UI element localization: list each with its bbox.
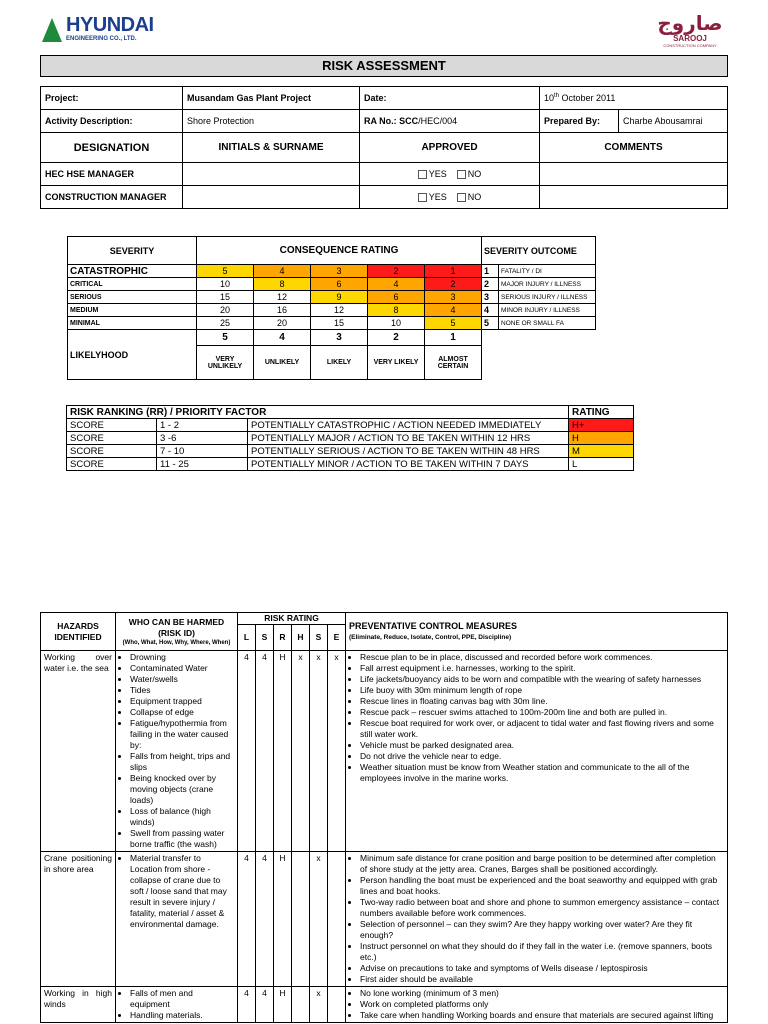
measure-item: • Instruct personnel on what they should do if they fall in the water i.e. (remove spanners, boots etc.) [360,941,724,963]
rating-value [292,987,310,1023]
comments-field[interactable] [540,163,728,186]
rating-cell: 10 [368,317,425,330]
rating-cell: 16 [254,304,311,317]
measure-item: • Weather situation must be know from Weather station and communicate to the all of the employees involve in the marine works. [360,762,724,784]
hyundai-name: HYUNDAI [66,14,154,36]
who-item: • Handling materials. [130,1010,234,1021]
severity-level: CATASTROPHIC [68,265,197,278]
rating-cell: 1 [425,265,482,278]
risk-rating-header: RISK RATING [238,613,346,625]
hazards-table [40,612,728,1023]
severity-level: MEDIUM [68,304,197,317]
rating-value [328,987,346,1023]
project-label: Project: [41,87,183,110]
measures-header: PREVENTATIVE CONTROL MEASURES (Eliminate, Reduce, Isolate, Control, PPE, Discipline) [346,613,728,651]
likelyhood-text: VERY LIKELY [368,346,425,380]
rating-cell: 12 [254,291,311,304]
designation-header: DESIGNATION [41,133,183,163]
rating-value: H [274,852,292,987]
score-label: SCORE [67,458,157,471]
measure-item: • Rescue pack – rescuer swims attached to 100m-200m line and both are pulled in. [360,707,724,718]
measures-cell [346,651,728,852]
outcome-number: 5 [482,317,499,330]
initials-field[interactable] [183,186,360,209]
likelyhood-number: 4 [254,330,311,346]
likelyhood-text: ALMOST CERTAIN [425,346,482,380]
comments-field[interactable] [540,186,728,209]
yes-checkbox[interactable] [418,170,427,179]
rating-col-l: L [238,625,256,651]
sarooj-name: SAROOJ [673,34,707,43]
score-label: SCORE [67,419,157,432]
hyundai-subtitle: ENGINEERING CO., LTD. [66,36,137,42]
who-header: WHO CAN BE HARMED (RISK ID) (Who, What, How, Why, Where, When) [116,613,238,651]
who-item: • Fatigue/hypothermia from failing in the water caused by: [130,718,234,751]
outcome-number: 1 [482,265,499,278]
prepared-label: Prepared By: [540,110,619,133]
no-checkbox[interactable] [457,170,466,179]
who-cell [116,651,238,852]
measure-item: • Rescue boat required for work over, or adjacent to tidal water and fast flowing rivers and some still water work. [360,718,724,740]
rating-cell: 12 [311,304,368,317]
hazard-cell: Crane positioning in shore area [41,852,116,987]
likelyhood-number: 5 [197,330,254,346]
rating-cell: 5 [197,265,254,278]
score-rating: H+ [569,419,634,432]
severity-level: SERIOUS [68,291,197,304]
severity-level: MINIMAL [68,317,197,330]
score-rating: M [569,445,634,458]
who-cell [116,987,238,1023]
score-range: 11 - 25 [157,458,248,471]
measure-item: • Person handling the boat must be experienced and the boat seaworthy and equipped with grab lines and boat hooks. [360,875,724,897]
hazard-cell: Working in high winds [41,987,116,1023]
measure-item: • Selection of personnel – can they swim? Are they happy working over water? Are they fit enough? [360,919,724,941]
measures-cell [346,852,728,987]
rating-cell: 4 [254,265,311,278]
rating-cell: 6 [368,291,425,304]
rating-value: x [328,651,346,852]
score-description: POTENTIALLY MINOR / ACTION TO BE TAKEN WITHIN 7 DAYS [248,458,569,471]
who-item: • Swell from passing water borne traffic (the wash) [130,828,234,850]
who-item: • Loss of balance (high winds) [130,806,234,828]
score-range: 7 - 10 [157,445,248,458]
rating-cell: 8 [254,278,311,291]
rating-value: 4 [238,987,256,1023]
rating-value: H [274,987,292,1023]
score-label: SCORE [67,445,157,458]
rating-cell: 15 [197,291,254,304]
hazard-row [41,651,728,852]
rating-cell: 3 [425,291,482,304]
rating-cell: 15 [311,317,368,330]
approved-choice: YES NO [360,186,540,209]
score-description: POTENTIALLY MAJOR / ACTION TO BE TAKEN WITHIN 12 HRS [248,432,569,445]
project-info-table [40,86,728,209]
sarooj-subtitle: CONSTRUCTION COMPANY [663,43,717,48]
rating-col-e: E [328,625,346,651]
severity-level: CRITICAL [68,278,197,291]
hazards-body [41,651,728,1023]
rating-col-s: S [256,625,274,651]
prepared-value: Charbe Abousamrai [619,110,728,133]
measure-item: • Take care when handling Working boards and ensure that materials are secured against lifting [360,1010,724,1021]
initials-field[interactable] [183,163,360,186]
approved-header: APPROVED [360,133,540,163]
score-description: POTENTIALLY CATASTROPHIC / ACTION NEEDED IMMEDIATELY [248,419,569,432]
no-checkbox[interactable] [457,193,466,202]
rating-cell: 20 [254,317,311,330]
outcome-number: 3 [482,291,499,304]
activity-label: Activity Description: [41,110,183,133]
measure-item: • No lone working (minimum of 3 men) [360,988,724,999]
hazard-row [41,987,728,1023]
who-item: • Falls from height, trips and slips [130,751,234,773]
ra-number: RA No.: SCC/HEC/004 [360,110,540,133]
outcome-number: 2 [482,278,499,291]
who-item: • Water/swells [130,674,234,685]
rating-cell: 9 [311,291,368,304]
score-rating: L [569,458,634,471]
rating-value: 4 [256,651,274,852]
likelyhood-label: LIKELYHOOD [68,330,197,380]
likelyhood-text: UNLIKELY [254,346,311,380]
comments-header: COMMENTS [540,133,728,163]
rating-cell: 6 [311,278,368,291]
severity-matrix [67,236,596,380]
severity-header: SEVERITY [68,237,197,265]
measure-item: • Life buoy with 30m minimum length of rope [360,685,724,696]
ranking-header: RISK RANKING (RR) / PRIORITY FACTOR [67,406,569,419]
measure-item: • Work on completed platforms only [360,999,724,1010]
yes-checkbox[interactable] [418,193,427,202]
rating-header: RATING [569,406,634,419]
rating-value: x [292,651,310,852]
hyundai-triangle-icon [42,18,62,42]
measure-item: • Fall arrest equipment i.e. harnesses, working to the spirit. [360,663,724,674]
sarooj-logo [650,12,730,48]
measure-item: • Do not drive the vehicle near to edge. [360,751,724,762]
rating-cell: 3 [311,265,368,278]
outcome-label: FATALITY / DI [499,265,596,278]
rating-cell: 20 [197,304,254,317]
rating-value: 4 [238,852,256,987]
rating-value: 4 [238,651,256,852]
score-range: 3 -6 [157,432,248,445]
measure-item: • Minimum safe distance for crane position and barge position to be determined after completion of shore study at the jetty area. Cranes, Barges shall be positioned accordingly. [360,853,724,875]
rating-col-h: H [292,625,310,651]
rating-col-s2: S [310,625,328,651]
consequence-header: CONSEQUENCE RATING [197,237,482,265]
project-value: Musandam Gas Plant Project [183,87,360,110]
hazard-row [41,852,728,987]
rating-value [292,852,310,987]
rating-cell: 10 [197,278,254,291]
outcome-number: 4 [482,304,499,317]
rating-cell: 8 [368,304,425,317]
who-item: • Contaminated Water [130,663,234,674]
score-rating: H [569,432,634,445]
score-range: 1 - 2 [157,419,248,432]
designation-row: CONSTRUCTION MANAGER [41,186,183,209]
rating-value: 4 [256,987,274,1023]
hazard-cell: Working over water i.e. the sea [41,651,116,852]
rating-value: H [274,651,292,852]
outcome-label: NONE OR SMALL FA [499,317,596,330]
measure-item: • Rescue lines in floating canvas bag with 30m line. [360,696,724,707]
hazards-header: HAZARDS IDENTIFIED [41,613,116,651]
outcome-header: SEVERITY OUTCOME [482,237,596,265]
who-item: • Material transfer to Location from shore - collapse of crane due to soft / loose sand that may result in severe injury / fatality, material / asset & environmental damage. [130,853,234,930]
rating-cell: 4 [368,278,425,291]
who-item: • Tides [130,685,234,696]
measure-item: • Advise on precautions to take and symptoms of Wells disease / leptospirosis [360,963,724,974]
likelyhood-text: LIKELY [311,346,368,380]
who-item: • Being knocked over by moving objects (crane loads) [130,773,234,806]
measure-item: • Vehicle must be parked designated area. [360,740,724,751]
measure-item: • Rescue plan to be in place, discussed and recorded before work commences. [360,652,724,663]
date-label: Date: [360,87,540,110]
likelyhood-number: 1 [425,330,482,346]
designation-row: HEC HSE MANAGER [41,163,183,186]
rating-value: x [310,651,328,852]
rating-col-r: R [274,625,292,651]
measure-item: • Two-way radio between boat and shore and phone to summon emergency assistance – contact numbers available before work commences. [360,897,724,919]
page-title: RISK ASSESSMENT [40,55,728,77]
date-value: 10th October 2011 [540,87,728,110]
outcome-label: MINOR INJURY / ILLNESS [499,304,596,317]
initials-header: INITIALS & SURNAME [183,133,360,163]
rating-cell: 5 [425,317,482,330]
who-cell [116,852,238,987]
outcome-label: SERIOUS INJURY / ILLNESS [499,291,596,304]
measure-item: • Life jackets/buoyancy aids to be worn and compatible with the wearing of safety harnesses [360,674,724,685]
who-item: • Falls of men and equipment [130,988,234,1010]
measures-cell [346,987,728,1023]
rating-value [328,852,346,987]
rating-cell: 4 [425,304,482,317]
likelyhood-number: 2 [368,330,425,346]
sarooj-arabic-mark: صاروج [657,11,723,35]
rating-cell: 2 [368,265,425,278]
score-label: SCORE [67,432,157,445]
rating-cell: 25 [197,317,254,330]
rating-value: 4 [256,852,274,987]
rating-value: x [310,987,328,1023]
who-item: • Equipment trapped [130,696,234,707]
activity-value: Shore Protection [183,110,360,133]
approved-choice: YES NO [360,163,540,186]
measure-item: • First aider should be available [360,974,724,985]
likelyhood-number: 3 [311,330,368,346]
likelyhood-text: VERY UNLIKELY [197,346,254,380]
hyundai-logo [42,14,162,46]
risk-ranking-table [66,405,634,471]
score-description: POTENTIALLY SERIOUS / ACTION TO BE TAKEN WITHIN 48 HRS [248,445,569,458]
rating-cell: 2 [425,278,482,291]
rating-value: x [310,852,328,987]
who-item: • Drowning [130,652,234,663]
outcome-label: MAJOR INJURY / ILLNESS [499,278,596,291]
who-item: • Collapse of edge [130,707,234,718]
